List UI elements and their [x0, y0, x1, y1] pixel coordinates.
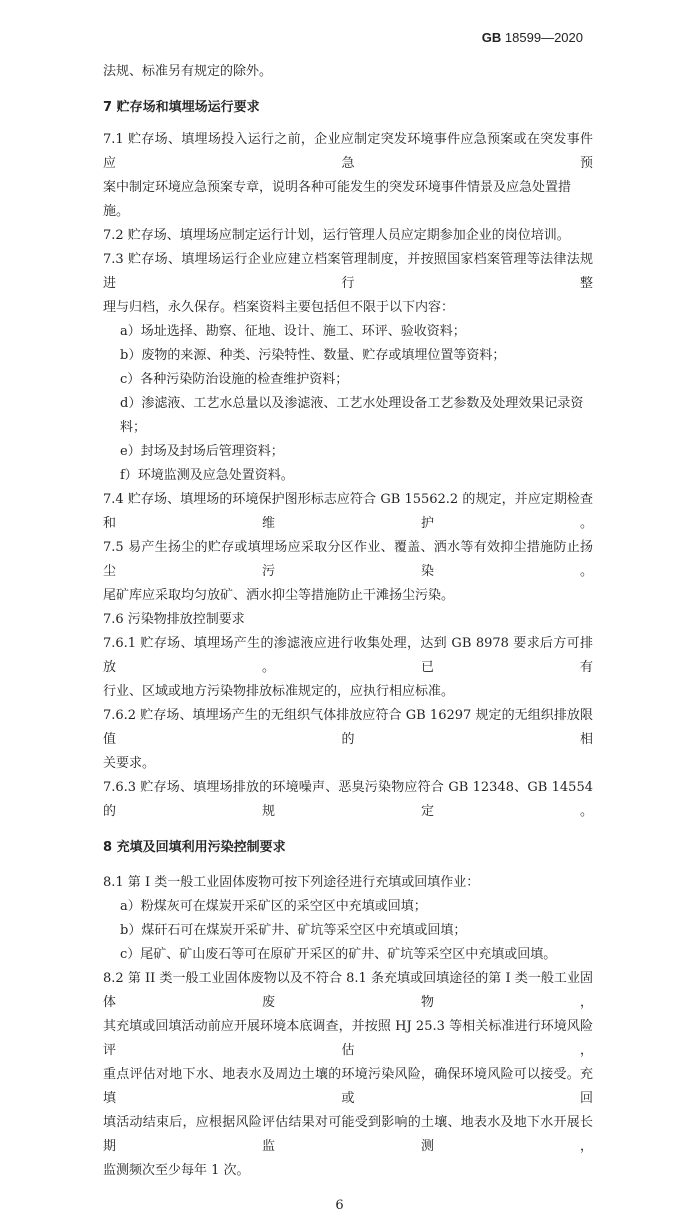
list-item: b）废物的来源、种类、污染特性、数量、贮存或填埋位置等资料；	[120, 348, 506, 363]
list-item: f）环境监测及应急处置资料。	[120, 468, 294, 483]
paragraph-line: 重点评估对地下水、地表水及周边土壤的环境污染风险，确保环境风险可以接受。充填或回	[103, 1067, 593, 1106]
list-item: b）煤矸石可在煤炭开采矿井、矿坑等采空区中充填或回填；	[120, 923, 467, 938]
section-heading-8: 8 充填及回填利用污染控制要求	[103, 840, 286, 855]
paragraph-line: 7.6.3 贮存场、填埋场排放的环境噪声、恶臭污染物应符合 GB 12348、GB 14554 的规定。	[103, 780, 593, 819]
list-item: d）渗滤液、工艺水总量以及渗滤液、工艺水处理设备工艺参数及处理效果记录资料；	[120, 396, 584, 435]
paragraph-line: 7.2 贮存场、填埋场应制定运行计划，运行管理人员应定期参加企业的岗位培训。	[103, 228, 570, 243]
paragraph-line: 行业、区域或地方污染物排放标准规定的，应执行相应标准。	[103, 684, 455, 699]
paragraph-line: 7.3 贮存场、填埋场运行企业应建立档案管理制度，并按照国家档案管理等法律法规进行整	[103, 252, 593, 291]
header-prefix: GB	[481, 30, 502, 45]
page-number: 6	[335, 1198, 344, 1213]
paragraph-line: 7.5 易产生扬尘的贮存或填埋场应采取分区作业、覆盖、洒水等有效抑尘措施防止扬尘污染。	[103, 540, 593, 579]
paragraph-line: 7.1 贮存场、填埋场投入运行之前，企业应制定突发环境事件应急预案或在突发事件应急预	[103, 132, 593, 171]
paragraph-line: 监测频次至少每年 1 次。	[103, 1163, 250, 1178]
paragraph-line: 7.4 贮存场、填埋场的环境保护图形标志应符合 GB 15562.2 的规定，并应定期检查和维护。	[103, 492, 593, 531]
paragraph-line: 8.1 第 I 类一般工业固体废物可按下列途径进行充填或回填作业：	[103, 875, 480, 890]
paragraph-line: 法规、标准另有规定的除外。	[103, 64, 273, 79]
header-number: 18599—2020	[504, 30, 583, 45]
paragraph-line: 填活动结束后，应根据风险评估结果对可能受到影响的土壤、地表水及地下水开展长期监测，	[103, 1115, 593, 1154]
paragraph-line: 7.6.2 贮存场、填埋场产生的无组织气体排放应符合 GB 16297 规定的无组织排放限值的相	[103, 708, 593, 747]
section-heading-7: 7 贮存场和填埋场运行要求	[103, 100, 260, 115]
list-item: c）各种污染防治设施的检查维护资料；	[120, 372, 349, 387]
list-item: e）封场及封场后管理资料；	[120, 444, 284, 459]
list-item: a）场址选择、勘察、征地、设计、施工、环评、验收资料；	[120, 324, 466, 339]
paragraph-line: 8.2 第 II 类一般工业固体废物以及不符合 8.1 条充填或回填途径的第 I 类一般工业固体废物，	[103, 971, 593, 1010]
paragraph-line: 尾矿库应采取均匀放矿、洒水抑尘等措施防止干滩扬尘污染。	[103, 588, 455, 603]
list-item: c）尾矿、矿山废石等可在原矿开采区的矿井、矿坑等采空区中充填或回填。	[120, 947, 557, 962]
paragraph-line: 其充填或回填活动前应开展环境本底调查，并按照 HJ 25.3 等相关标准进行环境风险评估，	[103, 1019, 593, 1058]
paragraph-line: 关要求。	[103, 756, 156, 771]
standard-number-header	[482, 30, 583, 45]
paragraph-line: 7.6.1 贮存场、填埋场产生的渗滤液应进行收集处理，达到 GB 8978 要求后方可排放。已有	[103, 636, 593, 675]
list-item: a）粉煤灰可在煤炭开采矿区的采空区中充填或回填；	[120, 899, 427, 914]
paragraph-line: 案中制定环境应急预案专章，说明各种可能发生的突发环境事件情景及应急处置措施。	[103, 180, 572, 219]
subsection-heading: 7.6 污染物排放控制要求	[103, 612, 245, 627]
paragraph-line: 理与归档，永久保存。档案资料主要包括但不限于以下内容：	[103, 300, 455, 315]
